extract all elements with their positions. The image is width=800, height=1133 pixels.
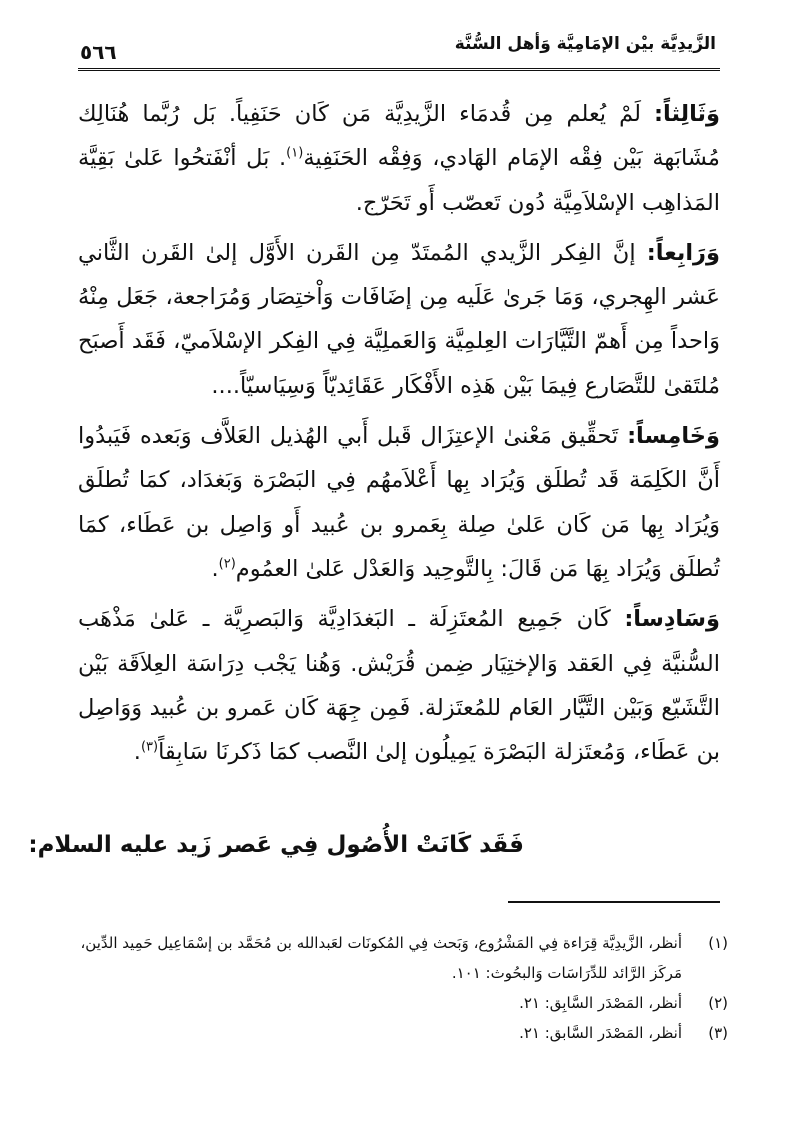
header-rule	[78, 68, 720, 71]
paragraph-lead: وَسَادِساً:	[624, 606, 720, 633]
footnote-1	[64, 928, 728, 988]
footnote-ref-1[interactable]: (١)	[286, 145, 304, 161]
footnotes	[64, 928, 728, 1048]
footnote-number: (٣)	[708, 1024, 728, 1042]
footnote-text: أنظر، المَصْدَر السَّابِق: ٢١.	[519, 994, 682, 1012]
footnote-number: (١)	[708, 934, 728, 952]
footnote-text-continued: مَركَز الرَّائد للدِّرَاسَات وَالبحُوث: ١٠١.	[451, 964, 682, 982]
footnote-ref-2[interactable]: (٢)	[218, 556, 236, 572]
paragraph-lead: وَثَالِثاً:	[654, 101, 720, 127]
page-number: ٥٦٦	[80, 40, 117, 64]
running-header	[78, 34, 720, 68]
section-heading: فَقَد كَانَتْ الأُصُول فِي عَصر زَيد عليه السلام:	[28, 832, 524, 858]
paragraph-lead: وَرَابِعاً:	[646, 239, 720, 266]
footnote-3	[64, 1018, 728, 1048]
footnote-text: أنظر، الزَّيدِيَّة قِرَاءة فِي المَشْرُوع، وَبَحث فِي المُكونَات لعَبدالله بن مُحَمَّد بن إسْمَاعِيل حَمِيد الدِّين،	[80, 934, 682, 952]
footnote-text: أنظر، المَصْدَر السَّابق: ٢١.	[519, 1024, 682, 1042]
paragraph-text-end: .	[133, 739, 141, 766]
paragraph-text: لَمْ يُعلم مِن قُدمَاء الزَّيدِيَّة مَن كَان حَنَفِياً. بَل رُبَّما هُنَالِك مُشَابَهة بَيْن فِقْه الإمَام الهَادي، وَفِقْه الحَنَفِية	[78, 101, 720, 172]
paragraph-text: تَحقِّيق مَعْنىٰ الإعتِزَال قَبل أَبي الهُذيل العَلاَّف وَبَعده فَيَبدُوا أَنَّ الكَلِمَة قَد تُطلَق وَيُرَاد بِها أَعْلاَمهُم فِي البَصْرَة وَبَغدَاد، كمَا تُطلَق وَيُرَاد بِها مَن كَان عَلىٰ صِلة بِعَمرو بن عُبيد أَو وَاصِل بن عَطَاء، كمَا تُطلَق وَيُرَاد بِهَا مَن قَالَ: بِالتَّوحِيد وَالعَدْل عَلىٰ العمُوم	[78, 423, 720, 582]
running-title: الزَّيدِيَّة بيْن الإمَامِيَّة وَأهل السُّنَّة	[454, 34, 716, 54]
paragraph-lead: وَخَامِساً:	[627, 423, 720, 450]
paragraph-third	[78, 92, 720, 225]
footnote-number: (٢)	[708, 994, 728, 1012]
footnote-ref-3[interactable]: (٣)	[140, 739, 159, 755]
paragraph-text-end: . بَل أنْفَتحُوا عَلىٰ بَقِيَّة المَذاهِب الإسْلاَمِيَّة دُون تَعصّب أَو تَحَرّج.	[78, 145, 720, 216]
paragraph-text-end: .	[211, 555, 219, 582]
main-text	[78, 92, 720, 780]
paragraph-fourth	[78, 231, 720, 408]
paragraph-fifth	[78, 414, 720, 591]
footnote-separator	[508, 901, 720, 903]
paragraph-text: كَان جَمِيع المُعتَزِلَة ـ البَغدَادِيَّة وَالبَصرِيَّة ـ عَلىٰ مَذْهَب السُّنيَّة فِي العَقد وَالإختِيَار ضِمن قُرَيْش. وَهُنا يَجْب دِرَاسَة العِلاَقَة بَيْن التَّشَيّع وَبَيْن التَّيَّار العَام للمُعتَزلة. فَمِن جِهَة كَان عَمرو بن عُبيد وَوَاصِل بن عَطَاء، وَمُعتَزلة البَصْرَة يَمِيلُون إلىٰ النَّصب كمَا ذَكرنَا سَابِقاً	[78, 606, 720, 766]
paragraph-text: إنَّ الفِكر الزَّيدي المُمتَدّ مِن القَرن الأَوَّل إلىٰ القَرن الثَّاني عَشر الهِجري، وَمَا جَرىٰ عَلَيه مِن إضَافَات وَاْختِصَار وَمُرَاجعة، جَعَل مِنْهُ وَاحداً مِن أَهمّ التَّيَّارَات العِلمِيَّة وَالعَملِيَّة فِي الفِكر الإسْلاَميّ، فَقَد أَصبَح مُلتَقىٰ للتَّصَارع فِيمَا بَيْن هَذِه الأَفْكَار عَقَائِديّاً وَسِيَاسيّاً....	[78, 239, 720, 399]
footnote-2	[64, 988, 728, 1018]
paragraph-sixth	[78, 597, 720, 774]
